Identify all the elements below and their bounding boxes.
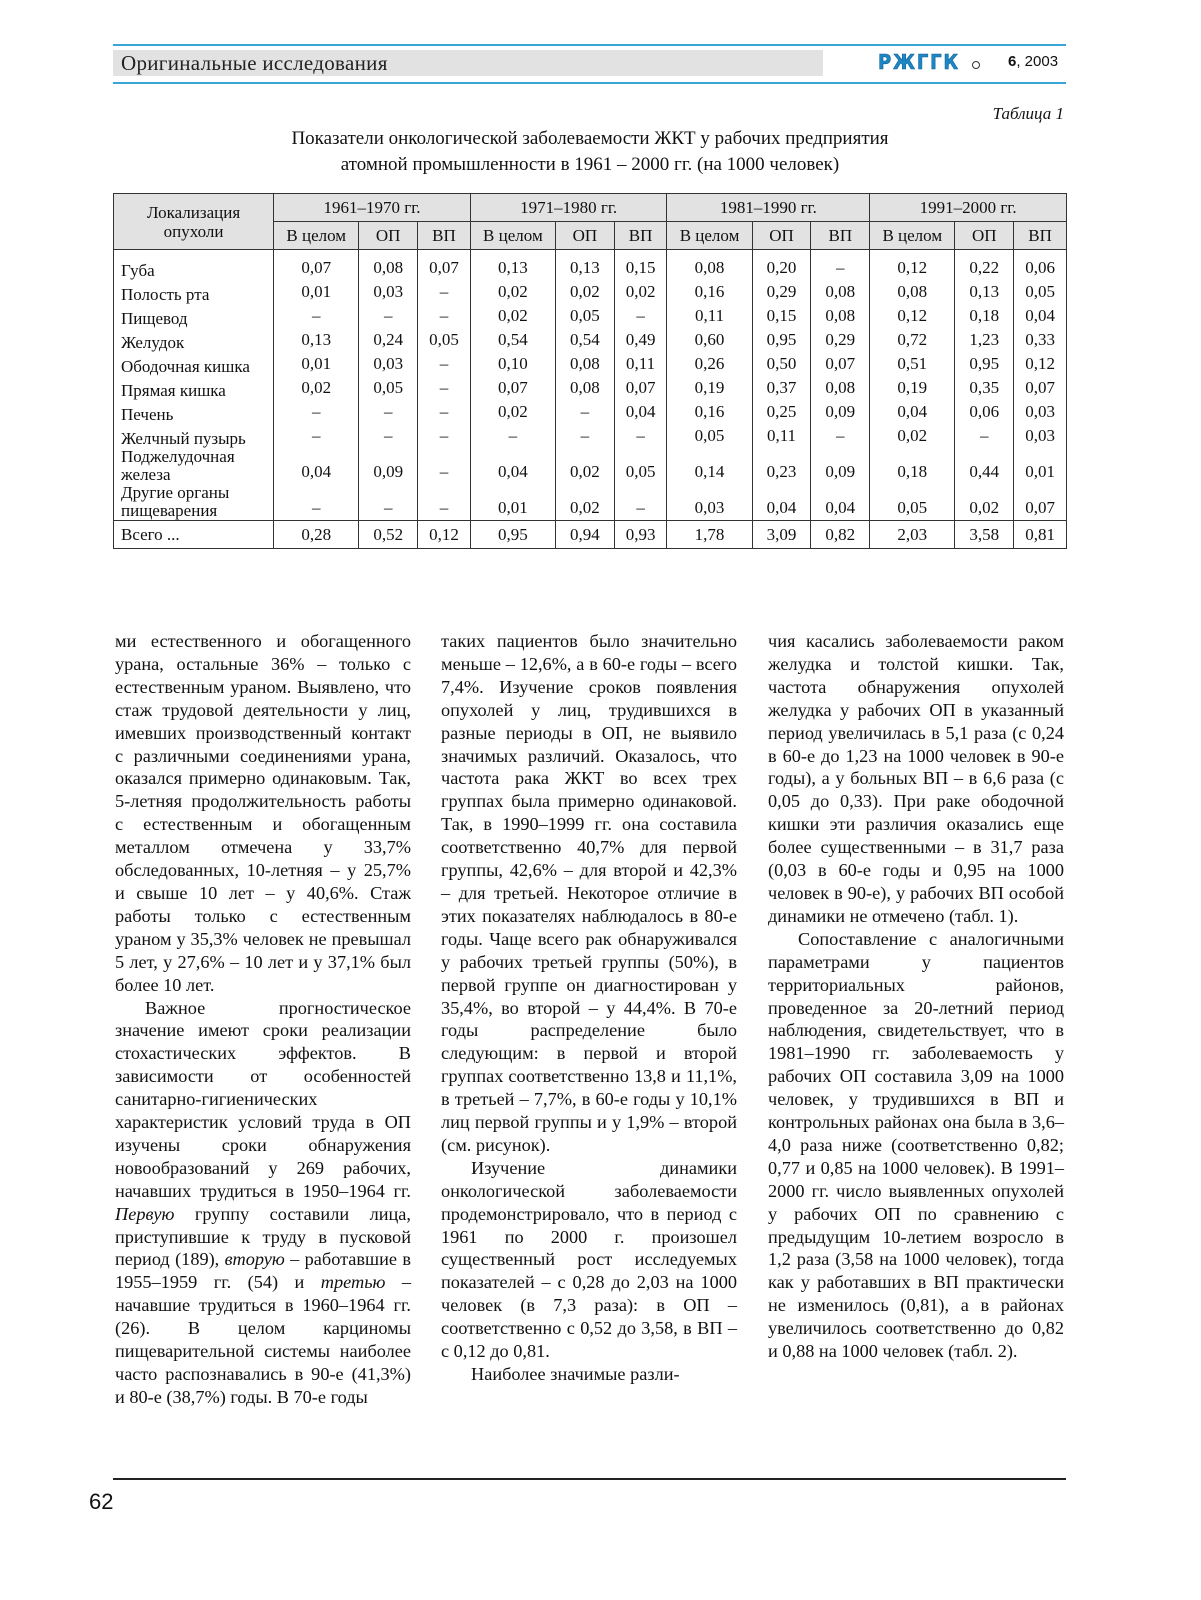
value-cell: 0,08 xyxy=(811,280,870,304)
table-row xyxy=(114,304,1067,328)
subheader-cell: ОП xyxy=(555,222,614,250)
value-cell: 0,11 xyxy=(614,352,667,376)
subheader-cell: В целом xyxy=(470,222,555,250)
subheader-cell: В целом xyxy=(870,222,955,250)
paragraph xyxy=(115,997,411,1409)
value-cell: 0,95 xyxy=(955,352,1014,376)
emphasis: вторую xyxy=(224,1249,285,1270)
value-cell: – xyxy=(418,352,471,376)
subheader-cell: ВП xyxy=(418,222,471,250)
text-run: – начавшие трудиться в 1960–1964 гг. (26). В целом карциномы пищеварительной системы наиболее часто распознавались в 90-е (41,3%) и 80-е (38,7%) годы. В 70-е годы xyxy=(115,1272,412,1407)
value-cell: 0,13 xyxy=(274,328,359,352)
value-cell: – xyxy=(418,376,471,400)
text-run: группу составили лица, приступившие к труду в пусковой период (189), xyxy=(115,1203,411,1270)
value-cell: – xyxy=(359,400,418,424)
subheader-cell: ОП xyxy=(955,222,1014,250)
location-cell: Желудок xyxy=(114,328,274,352)
value-cell: 0,05 xyxy=(614,448,667,484)
location-cell: Желчный пузырь xyxy=(114,424,274,448)
value-cell: 0,02 xyxy=(470,400,555,424)
subheader-cell: ВП xyxy=(811,222,870,250)
table-row xyxy=(114,448,1067,484)
value-cell: 0,13 xyxy=(955,280,1014,304)
text-run: Важное прогностическое значение имеют сроки реализации стохастических эффектов. В зависимости от особенностей санитарно-гигиенических характеристик условий труда в ОП изучены сроки обнаружения новообразований у 269 рабочих, начавших трудиться в 1950–1964 гг. xyxy=(115,997,411,1201)
value-cell: 0,14 xyxy=(667,448,752,484)
value-cell: 0,16 xyxy=(667,400,752,424)
value-cell: 0,26 xyxy=(667,352,752,376)
table-row xyxy=(114,352,1067,376)
subheader-cell: В целом xyxy=(274,222,359,250)
value-cell: 0,35 xyxy=(955,376,1014,400)
value-cell: 0,09 xyxy=(811,400,870,424)
value-cell: 0,05 xyxy=(870,484,955,521)
table-row xyxy=(114,400,1067,424)
value-cell: 0,08 xyxy=(667,250,752,281)
value-cell: – xyxy=(274,424,359,448)
value-cell: 0,02 xyxy=(470,304,555,328)
section-title: Оригинальные исследования xyxy=(121,51,388,75)
footer-rule xyxy=(113,1478,1066,1480)
subheader-cell: ВП xyxy=(614,222,667,250)
value-cell: 0,11 xyxy=(752,424,811,448)
total-value-cell: 3,58 xyxy=(955,521,1014,549)
value-cell: 0,51 xyxy=(870,352,955,376)
emphasis: Первую xyxy=(115,1203,175,1224)
total-label: Всего ... xyxy=(114,521,274,549)
table-row xyxy=(114,484,1067,521)
location-cell: Полость рта xyxy=(114,280,274,304)
value-cell: 0,06 xyxy=(955,400,1014,424)
value-cell: 0,04 xyxy=(470,448,555,484)
value-cell: 0,08 xyxy=(811,304,870,328)
paragraph: чия касались заболеваемости раком желудка и толстой кишки. Так, частота обнаружения опухолей желудка у рабочих ОП в указанный период увеличилась в 5,1 раза (с 0,24 в 60-е до 1,23 на 1000 человек в 90-е годы), а у больных ВП – в 6,6 раза (с 0,05 до 0,33). При раке ободочной кишки эти различия оказались еще более существенными – в 31,7 раза (0,03 в 60-е годы и 0,95 на 1000 человек в 90-е), у рабочих ВП особой динамики не отмечено (табл. 1). xyxy=(768,631,1064,926)
value-cell: 0,10 xyxy=(470,352,555,376)
total-value-cell: 0,94 xyxy=(555,521,614,549)
value-cell: 0,01 xyxy=(274,352,359,376)
value-cell: 0,15 xyxy=(614,250,667,281)
header-rule-bottom xyxy=(113,82,1066,84)
location-cell: Другие органы пищеварения xyxy=(114,484,274,521)
value-cell: 0,12 xyxy=(870,304,955,328)
value-cell: – xyxy=(274,400,359,424)
value-cell: 0,01 xyxy=(470,484,555,521)
table-label: Таблица 1 xyxy=(992,104,1064,123)
text-run: – работавшие в 1955–1959 гг. (54) и xyxy=(115,1249,412,1293)
value-cell: 0,04 xyxy=(274,448,359,484)
value-cell: 0,37 xyxy=(752,376,811,400)
value-cell: 0,02 xyxy=(614,280,667,304)
total-value-cell: 3,09 xyxy=(752,521,811,549)
value-cell: – xyxy=(418,304,471,328)
incidence-table xyxy=(113,193,1067,549)
table-row xyxy=(114,250,1067,281)
paragraph: Изучение динамики онкологической заболеваемости продемонстрировало, что в период с 1961 по 2000 г. произошел существенный рост исследуемых показателей – с 0,28 до 2,03 на 1000 человек (в 7,3 раза): в ОП – соответственно с 0,52 до 3,58, в ВП – с 0,12 до 0,81. xyxy=(441,1157,737,1362)
value-cell: 0,60 xyxy=(667,328,752,352)
value-cell: 0,12 xyxy=(870,250,955,281)
value-cell: – xyxy=(811,250,870,281)
value-cell: 0,33 xyxy=(1014,328,1067,352)
total-value-cell: 1,78 xyxy=(667,521,752,549)
value-cell: 0,07 xyxy=(274,250,359,281)
subheader-cell: ВП xyxy=(1014,222,1067,250)
value-cell: 0,02 xyxy=(470,280,555,304)
value-cell: – xyxy=(418,448,471,484)
value-cell: 0,03 xyxy=(667,484,752,521)
value-cell: 0,29 xyxy=(811,328,870,352)
total-value-cell: 0,81 xyxy=(1014,521,1067,549)
total-value-cell: 2,03 xyxy=(870,521,955,549)
value-cell: 0,04 xyxy=(811,484,870,521)
total-value-cell: 0,95 xyxy=(470,521,555,549)
value-cell: 0,02 xyxy=(555,448,614,484)
total-row xyxy=(114,521,1067,549)
value-cell: – xyxy=(614,424,667,448)
header-rule-top xyxy=(113,44,1066,46)
location-cell: Пищевод xyxy=(114,304,274,328)
value-cell: 0,18 xyxy=(870,448,955,484)
value-cell: 0,08 xyxy=(555,352,614,376)
value-cell: 0,01 xyxy=(1014,448,1067,484)
value-cell: 0,07 xyxy=(470,376,555,400)
subheader-cell: В целом xyxy=(667,222,752,250)
value-cell: 0,23 xyxy=(752,448,811,484)
value-cell: – xyxy=(359,424,418,448)
value-cell: 0,05 xyxy=(1014,280,1067,304)
value-cell: 0,04 xyxy=(1014,304,1067,328)
value-cell: 0,95 xyxy=(752,328,811,352)
journal-logo: РЖГГК xyxy=(878,50,960,74)
value-cell: 0,02 xyxy=(555,280,614,304)
subheader-cell: ОП xyxy=(359,222,418,250)
paragraph: ми естественного и обогащенного урана, остальные 36% – только с естественным ураном. Выявлено, что стаж трудовой деятельности у лиц, имевших производственный контакт с различными соединениями урана, оказался примерно одинаковым. Так, 5-летняя продолжительность работы с естественным и обогащенным металлом отмечена у 33,7% обследованных, 10-летняя – у 25,7% и свыше 10 лет – у 40,6%. Стаж работы только с естественным ураном у 35,3% человек не превышал 5 лет, у 27,6% – 10 лет и у 37,1% был более 10 лет. xyxy=(115,631,411,995)
bullet-icon xyxy=(972,61,980,69)
value-cell: – xyxy=(418,424,471,448)
issue-year: , 2003 xyxy=(1016,53,1059,70)
value-cell: – xyxy=(274,304,359,328)
value-cell: 0,19 xyxy=(870,376,955,400)
value-cell: 0,09 xyxy=(359,448,418,484)
text-column-2 xyxy=(441,630,737,1386)
page-number: 62 xyxy=(89,1489,114,1514)
total-value-cell: 0,93 xyxy=(614,521,667,549)
value-cell: 0,44 xyxy=(955,448,1014,484)
location-cell: Ободочная кишка xyxy=(114,352,274,376)
value-cell: 0,02 xyxy=(870,424,955,448)
table-row xyxy=(114,424,1067,448)
total-value-cell: 0,82 xyxy=(811,521,870,549)
value-cell: 0,12 xyxy=(1014,352,1067,376)
value-cell: 0,49 xyxy=(614,328,667,352)
value-cell: – xyxy=(418,280,471,304)
value-cell: 0,25 xyxy=(752,400,811,424)
paragraph: таких пациентов было значительно меньше – 12,6%, а в 60-е годы – всего 7,4%. Изучение сроков появления опухолей у лиц, трудившихся в разные периоды в ОП, не выявило значимых различий. Оказалось, что частота рака ЖКТ во всех трех группах была примерно одинаковой. Так, в 1990–1999 гг. она составила соответственно 40,7% для первой группы, 42,6% – для второй и 42,3% – для третьей. Некоторое отличие в этих показателях наблюдалось в 80-е годы. Чаще всего рак обнаруживался у рабочих третьей группы (50%), в первой группе он диагностирован у 35,4%, во второй – у 44,4%. В 70-е годы распределение было следующим: в первой и второй группах соответственно 13,8 и 11,1%, в третьей – 7,7%, в 60-е годы у 10,1% лиц первой группы и у 1,9% – второй (см. рисунок). xyxy=(441,631,737,1155)
value-cell: 0,19 xyxy=(667,376,752,400)
value-cell: 0,03 xyxy=(1014,400,1067,424)
value-cell: 0,03 xyxy=(359,280,418,304)
value-cell: 0,05 xyxy=(418,328,471,352)
value-cell: 0,02 xyxy=(274,376,359,400)
value-cell: – xyxy=(955,424,1014,448)
value-cell: 0,15 xyxy=(752,304,811,328)
total-value-cell: 0,52 xyxy=(359,521,418,549)
text-column-1 xyxy=(115,630,411,1409)
value-cell: 0,07 xyxy=(418,250,471,281)
period-header: 1991–2000 гг. xyxy=(870,194,1067,222)
value-cell: 0,05 xyxy=(667,424,752,448)
value-cell: 0,04 xyxy=(614,400,667,424)
value-cell: 0,18 xyxy=(955,304,1014,328)
value-cell: 0,08 xyxy=(811,376,870,400)
value-cell: 0,54 xyxy=(470,328,555,352)
paragraph: Наиболее значимые разли- xyxy=(471,1364,680,1384)
value-cell: 0,29 xyxy=(752,280,811,304)
value-cell: 0,13 xyxy=(470,250,555,281)
subheader-cell: ОП xyxy=(752,222,811,250)
value-cell: 0,03 xyxy=(359,352,418,376)
value-cell: 0,04 xyxy=(870,400,955,424)
value-cell: 0,04 xyxy=(752,484,811,521)
total-value-cell: 0,28 xyxy=(274,521,359,549)
value-cell: 0,08 xyxy=(870,280,955,304)
value-cell: 0,22 xyxy=(955,250,1014,281)
period-header: 1981–1990 гг. xyxy=(667,194,870,222)
value-cell: – xyxy=(470,424,555,448)
emphasis: третью xyxy=(320,1272,386,1293)
value-cell: – xyxy=(359,304,418,328)
paragraph: Сопоставление с аналогичными параметрами у пациентов территориальных районов, проведенное за 20-летний период наблюдения, свидетельствует, что в 1981–1990 гг. заболеваемость у рабочих ОП составила 3,09 на 1000 человек, у трудившихся в ВП и контрольных районах она была в 3,6–4,0 раза ниже (соответственно 0,82; 0,77 и 0,85 на 1000 человек). В 1991–2000 гг. число выявленных опухолей у рабочих ОП по сравнению с предыдущим 10-летием возросло в 1,2 раза (3,58 на 1000 человек), тогда как у работавших в ВП практически не изменилось (0,81), а в районах увеличилось соответственно до 0,82 и 0,88 на 1000 человек (табл. 2). xyxy=(768,928,1064,1362)
location-header: Локализация опухоли xyxy=(114,194,274,250)
value-cell: 0,07 xyxy=(614,376,667,400)
value-cell: – xyxy=(555,424,614,448)
value-cell: 0,03 xyxy=(1014,424,1067,448)
table-row xyxy=(114,280,1067,304)
value-cell: 0,07 xyxy=(1014,484,1067,521)
value-cell: 0,05 xyxy=(555,304,614,328)
value-cell: 0,24 xyxy=(359,328,418,352)
table-row xyxy=(114,376,1067,400)
value-cell: 0,16 xyxy=(667,280,752,304)
value-cell: – xyxy=(418,484,471,521)
location-cell: Прямая кишка xyxy=(114,376,274,400)
value-cell: 0,07 xyxy=(1014,376,1067,400)
period-header: 1971–1980 гг. xyxy=(470,194,667,222)
value-cell: 0,08 xyxy=(555,376,614,400)
value-cell: 0,02 xyxy=(955,484,1014,521)
value-cell: – xyxy=(555,400,614,424)
value-cell: 0,20 xyxy=(752,250,811,281)
value-cell: – xyxy=(614,304,667,328)
value-cell: – xyxy=(418,400,471,424)
location-cell: Поджелудочная железа xyxy=(114,448,274,484)
value-cell: – xyxy=(614,484,667,521)
value-cell: 0,05 xyxy=(359,376,418,400)
table-caption-line: атомной промышленности в 1961 – 2000 гг. (на 1000 человек) xyxy=(340,154,840,175)
period-header: 1961–1970 гг. xyxy=(274,194,471,222)
value-cell: 0,02 xyxy=(555,484,614,521)
value-cell: 0,07 xyxy=(811,352,870,376)
value-cell: – xyxy=(811,424,870,448)
value-cell: 0,06 xyxy=(1014,250,1067,281)
location-cell: Губа xyxy=(114,250,274,281)
table-caption xyxy=(180,126,1000,178)
value-cell: 0,72 xyxy=(870,328,955,352)
total-value-cell: 0,12 xyxy=(418,521,471,549)
value-cell: 0,13 xyxy=(555,250,614,281)
value-cell: 0,50 xyxy=(752,352,811,376)
value-cell: 0,01 xyxy=(274,280,359,304)
value-cell: – xyxy=(274,484,359,521)
table-row xyxy=(114,328,1067,352)
value-cell: 0,54 xyxy=(555,328,614,352)
location-cell: Печень xyxy=(114,400,274,424)
value-cell: 0,08 xyxy=(359,250,418,281)
table-caption-line: Показатели онкологической заболеваемости ЖКТ у рабочих предприятия xyxy=(291,128,889,149)
text-column-3 xyxy=(768,630,1064,1363)
issue-info xyxy=(1008,53,1058,70)
value-cell: 1,23 xyxy=(955,328,1014,352)
value-cell: – xyxy=(359,484,418,521)
value-cell: 0,11 xyxy=(667,304,752,328)
issue-number: 6 xyxy=(1008,53,1017,70)
value-cell: 0,09 xyxy=(811,448,870,484)
